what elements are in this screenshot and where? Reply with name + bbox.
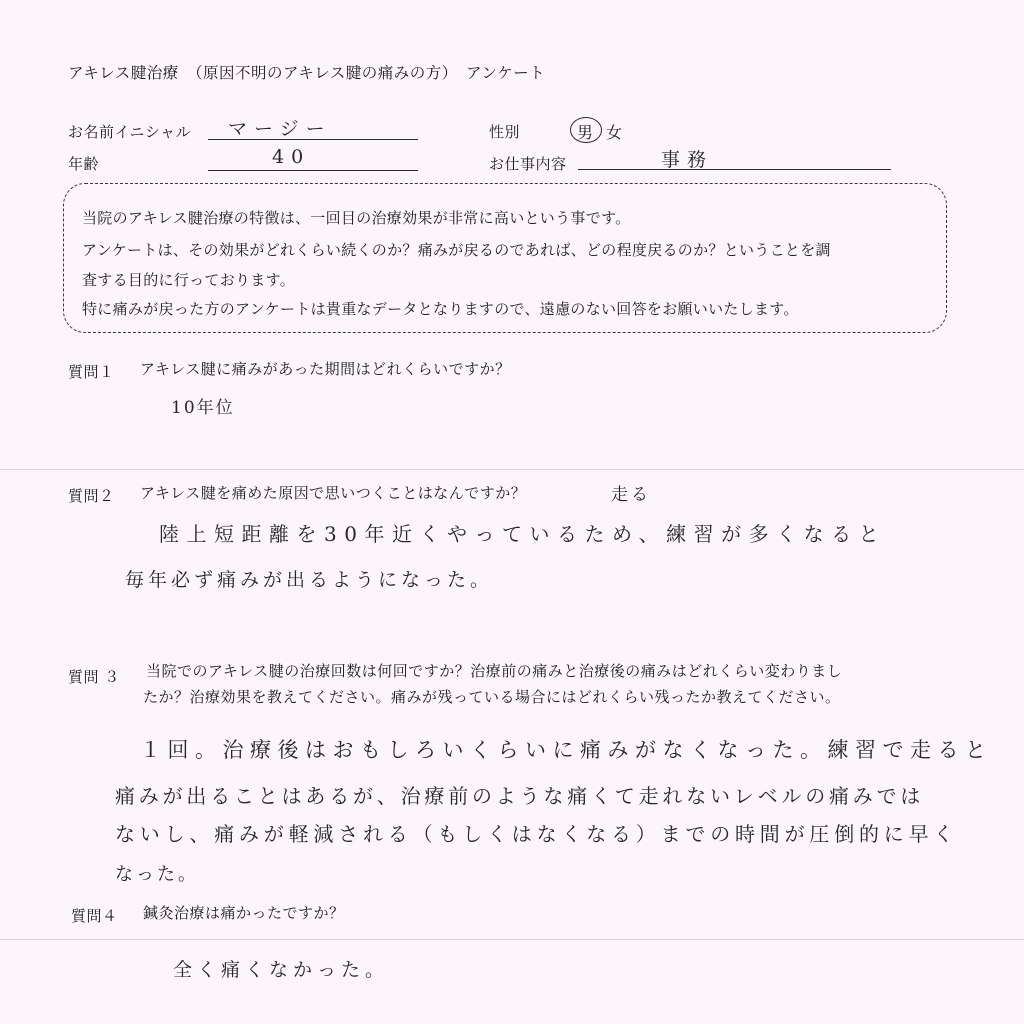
gender-male: 男: [577, 123, 594, 142]
q2-text: アキレス腱を痛めた原因で思いつくことはなんですか？: [140, 484, 527, 502]
page-title: アキレス腱治療 （原因不明のアキレス腱の痛みの方） アンケート: [68, 64, 546, 82]
gender-label: 性別: [489, 123, 521, 141]
q2-answer-line: 陸上短距離を30年近くやっているため、練習が多くなると: [159, 522, 887, 546]
notice-box: [63, 183, 947, 333]
initials-underline: [208, 139, 418, 140]
q3-text-line: たか？治療効果を教えてください。痛みが残っている場合にはどれくらい残ったか教えてください。: [143, 688, 841, 706]
paper-fold: [0, 939, 1024, 940]
q1-label: 質問１: [68, 363, 115, 381]
job-value: 事務: [661, 149, 714, 171]
job-label: お仕事内容: [489, 155, 567, 173]
age-value: 40: [272, 146, 311, 168]
q2-insert-mark: 走る: [611, 485, 651, 505]
q3-label: 質問 ３: [68, 668, 120, 686]
paper-fold: [0, 469, 1024, 470]
q1-text: アキレス腱に痛みがあった期間はどれくらいですか？: [140, 360, 511, 378]
initials-label: お名前イニシャル: [68, 123, 192, 141]
initials-value: マージー: [228, 118, 332, 140]
q3-answer-line: ないし、痛みが軽減される（もしくはなくなる）までの時間が圧倒的に早く: [115, 822, 959, 846]
q4-text: 鍼灸治療は痛かったですか？: [143, 904, 345, 922]
notice-line: 当院のアキレス腱治療の特徴は、一回目の治療効果が非常に高いという事です。: [82, 209, 631, 227]
q4-label: 質問４: [71, 907, 118, 925]
notice-line: 査する目的に行っております。: [82, 271, 296, 289]
age-label: 年齢: [68, 155, 100, 173]
q2-label: 質問２: [68, 487, 115, 505]
q3-answer-line: なった。: [115, 864, 199, 885]
q3-answer-line: １回。治療後はおもしろいくらいに痛みがなくなった。練習で走ると: [140, 738, 993, 762]
q2-answer-line: 毎年必ず痛みが出るようになった。: [125, 569, 494, 591]
gender-female: 女: [606, 123, 623, 142]
age-underline: [208, 170, 418, 171]
notice-line: 特に痛みが戻った方のアンケートは貴重なデータとなりますので、遠慮のない回答をお願いいたします。: [82, 300, 799, 318]
q3-answer-line: 痛みが出ることはあるが、治療前のような痛くて走れないレベルの痛みでは: [115, 784, 925, 808]
q1-answer: 10年位: [171, 398, 235, 418]
q3-text-line: 当院でのアキレス腱の治療回数は何回ですか？治療前の痛みと治療後の痛みはどれくらい変わりまし: [146, 662, 843, 680]
notice-line: アンケートは、その効果がどれくらい続くのか？痛みが戻るのであれば、どの程度戻るのか？ということを調: [82, 241, 831, 259]
job-underline: [578, 169, 891, 170]
q4-answer: 全く痛くなかった。: [173, 959, 390, 981]
